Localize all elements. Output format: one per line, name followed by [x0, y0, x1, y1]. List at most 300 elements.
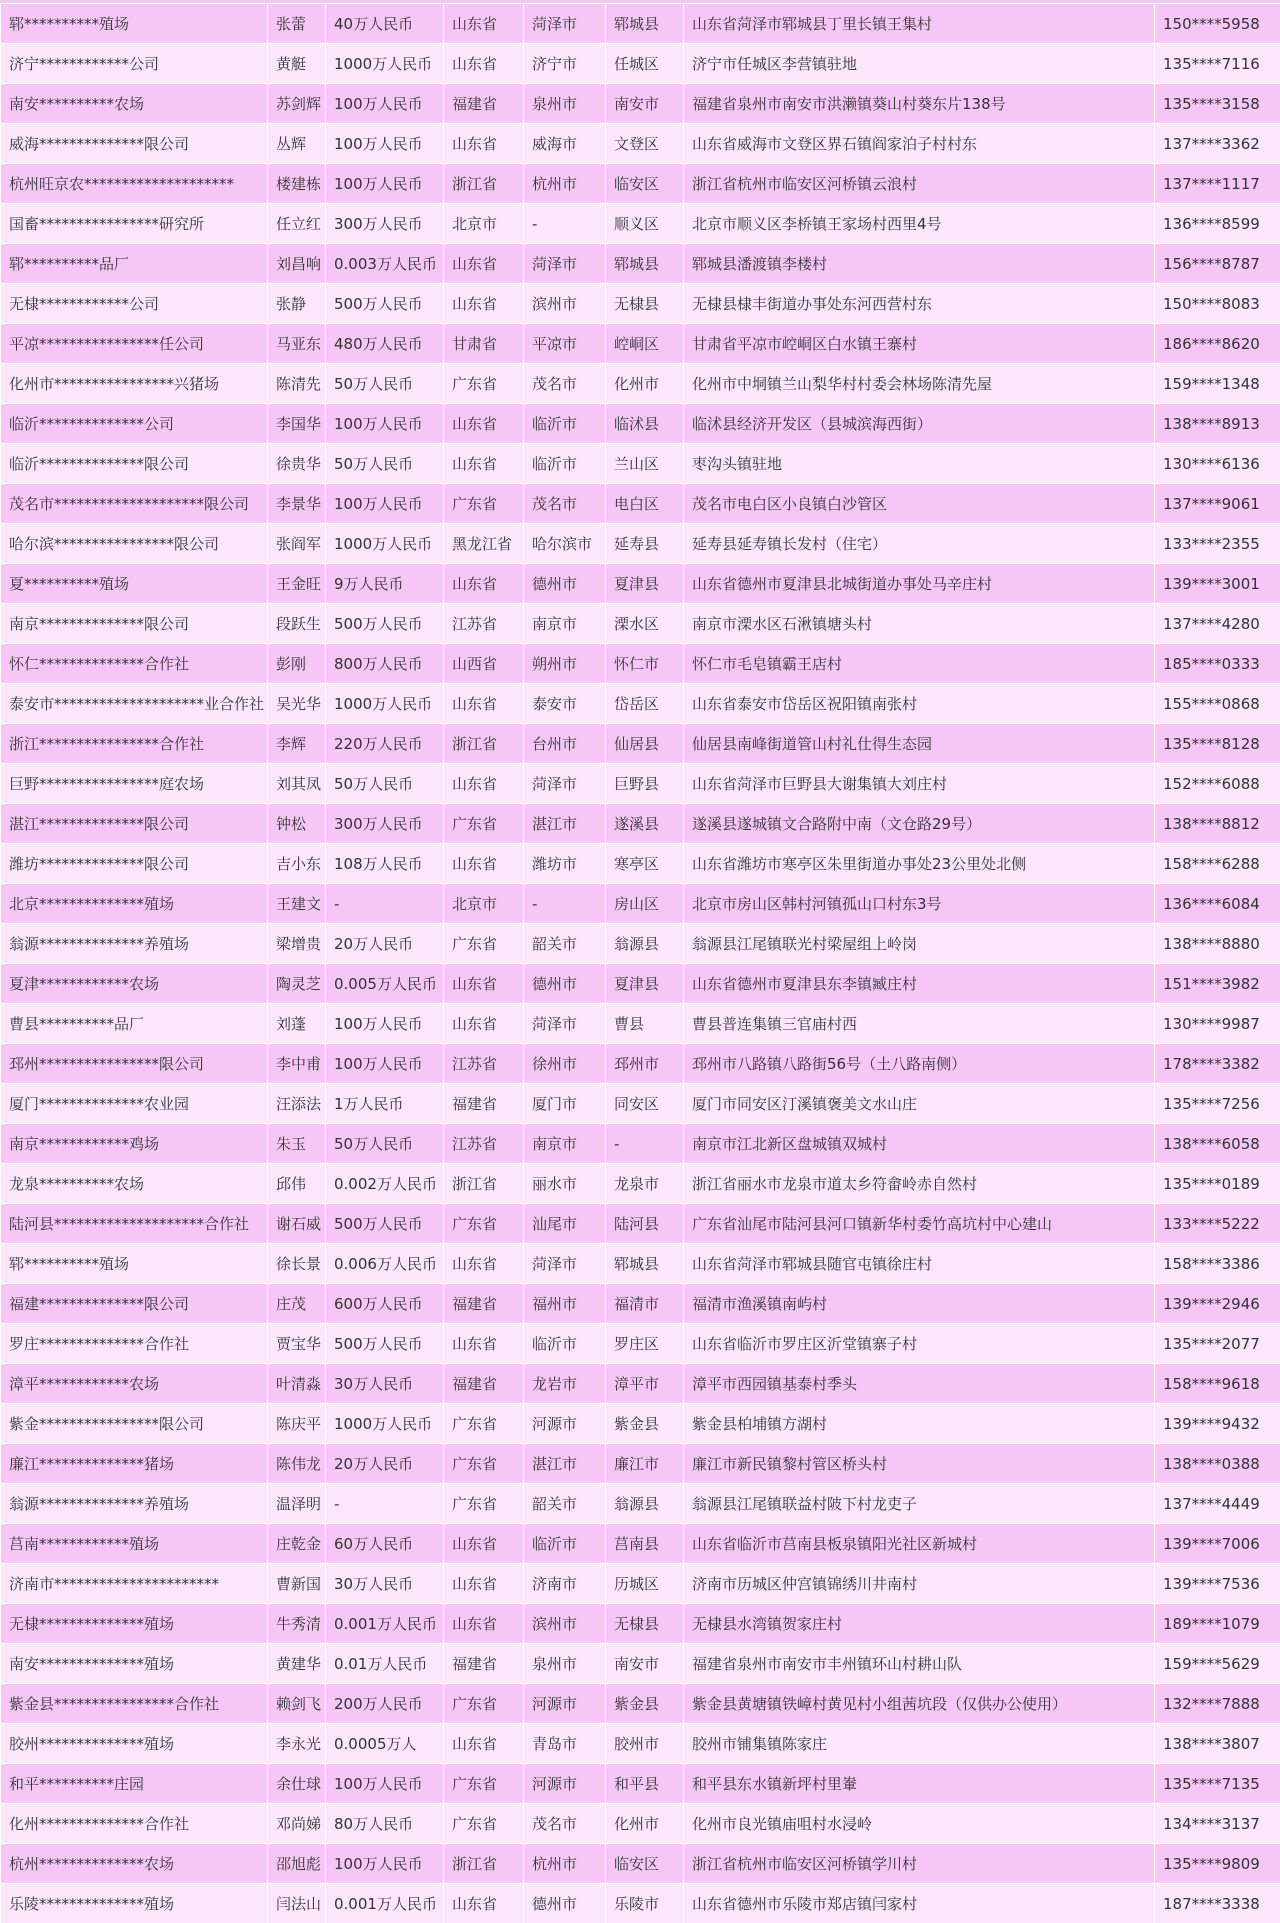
- district-cell: 龙泉市: [606, 1164, 684, 1204]
- phone-cell: 139****3001: [1155, 564, 1280, 604]
- table-row: [1, 764, 1280, 804]
- registered-capital-cell: 9万人民币: [326, 564, 444, 604]
- registered-capital-cell: 600万人民币: [326, 1284, 444, 1324]
- province-cell: 广东省: [444, 1444, 524, 1484]
- province-cell: 福建省: [444, 1644, 524, 1684]
- address-cell: 山东省临沂市莒南县板泉镇阳光社区新城村: [684, 1524, 1155, 1564]
- district-cell: 房山区: [606, 884, 684, 924]
- province-cell: 山东省: [444, 1324, 524, 1364]
- district-cell: 文登区: [606, 124, 684, 164]
- table-row: [1, 1644, 1280, 1684]
- phone-cell: 159****5629: [1155, 1644, 1280, 1684]
- address-cell: 化州市良光镇庙咀村水浸岭: [684, 1804, 1155, 1844]
- address-cell: 山东省德州市夏津县北城街道办事处马辛庄村: [684, 564, 1155, 604]
- phone-cell: 187****3338: [1155, 1884, 1280, 1923]
- address-cell: 济宁市任城区李营镇驻地: [684, 44, 1155, 84]
- city-cell: 福州市: [524, 1284, 606, 1324]
- district-cell: 顺义区: [606, 204, 684, 244]
- district-cell: 临安区: [606, 1844, 684, 1884]
- phone-cell: 158****9618: [1155, 1364, 1280, 1404]
- province-cell: 山东省: [444, 44, 524, 84]
- table-row: [1, 1604, 1280, 1644]
- legal-rep-cell: 赖剑飞: [268, 1684, 326, 1724]
- table-row: [1, 1484, 1280, 1524]
- table-row: [1, 924, 1280, 964]
- city-cell: 茂名市: [524, 484, 606, 524]
- city-cell: 泉州市: [524, 1644, 606, 1684]
- registered-capital-cell: 1000万人民币: [326, 1404, 444, 1444]
- registered-capital-cell: 100万人民币: [326, 1004, 444, 1044]
- city-cell: 济南市: [524, 1564, 606, 1604]
- phone-cell: 138****6058: [1155, 1124, 1280, 1164]
- company-name-cell: 郓**********殖场: [1, 4, 268, 44]
- phone-cell: 138****0388: [1155, 1444, 1280, 1484]
- district-cell: 曹县: [606, 1004, 684, 1044]
- registered-capital-cell: 30万人民币: [326, 1564, 444, 1604]
- city-cell: 韶关市: [524, 1484, 606, 1524]
- phone-cell: 138****8913: [1155, 404, 1280, 444]
- district-cell: 罗庄区: [606, 1324, 684, 1364]
- address-cell: 曹县普连集镇三官庙村西: [684, 1004, 1155, 1044]
- city-cell: 河源市: [524, 1404, 606, 1444]
- address-cell: 山东省威海市文登区界石镇阎家泊子村村东: [684, 124, 1155, 164]
- phone-cell: 155****0868: [1155, 684, 1280, 724]
- table-row: [1, 324, 1280, 364]
- table-row: [1, 964, 1280, 1004]
- company-name-cell: 北京**************殖场: [1, 884, 268, 924]
- registered-capital-cell: 100万人民币: [326, 404, 444, 444]
- company-name-cell: 翁源**************养殖场: [1, 924, 268, 964]
- phone-cell: 133****5222: [1155, 1204, 1280, 1244]
- city-cell: 汕尾市: [524, 1204, 606, 1244]
- province-cell: 山东省: [444, 4, 524, 44]
- company-name-cell: 胶州**************殖场: [1, 1724, 268, 1764]
- legal-rep-cell: 谢石威: [268, 1204, 326, 1244]
- address-cell: 山东省潍坊市寒亭区朱里街道办事处23公里处北侧: [684, 844, 1155, 884]
- district-cell: 郓城县: [606, 244, 684, 284]
- city-cell: 湛江市: [524, 804, 606, 844]
- address-cell: 和平县东水镇新坪村里輋: [684, 1764, 1155, 1804]
- province-cell: 黑龙江省: [444, 524, 524, 564]
- legal-rep-cell: 邵旭彪: [268, 1844, 326, 1884]
- registered-capital-cell: 500万人民币: [326, 1324, 444, 1364]
- registered-capital-cell: 300万人民币: [326, 204, 444, 244]
- registered-capital-cell: 220万人民币: [326, 724, 444, 764]
- registered-capital-cell: 50万人民币: [326, 444, 444, 484]
- table-row: [1, 484, 1280, 524]
- table-row: [1, 1044, 1280, 1084]
- phone-cell: 189****1079: [1155, 1604, 1280, 1644]
- company-name-cell: 无棣************公司: [1, 284, 268, 324]
- province-cell: 山东省: [444, 444, 524, 484]
- address-cell: 无棣县水湾镇贺家庄村: [684, 1604, 1155, 1644]
- district-cell: 南安市: [606, 1644, 684, 1684]
- legal-rep-cell: 邓尚娣: [268, 1804, 326, 1844]
- address-cell: 邳州市八路镇八路街56号（土八路南侧）: [684, 1044, 1155, 1084]
- company-name-cell: 乐陵**************殖场: [1, 1884, 268, 1923]
- table-row: [1, 164, 1280, 204]
- company-name-cell: 无棣**************殖场: [1, 1604, 268, 1644]
- company-name-cell: 怀仁**************合作社: [1, 644, 268, 684]
- city-cell: 潍坊市: [524, 844, 606, 884]
- company-name-cell: 浙江****************合作社: [1, 724, 268, 764]
- address-cell: 南京市江北新区盘城镇双城村: [684, 1124, 1155, 1164]
- city-cell: 菏泽市: [524, 244, 606, 284]
- province-cell: 山东省: [444, 1884, 524, 1923]
- district-cell: 郓城县: [606, 1244, 684, 1284]
- province-cell: 浙江省: [444, 1164, 524, 1204]
- address-cell: 山东省德州市夏津县东李镇臧庄村: [684, 964, 1155, 1004]
- company-name-cell: 国畜****************研究所: [1, 204, 268, 244]
- city-cell: 茂名市: [524, 364, 606, 404]
- registered-capital-cell: 50万人民币: [326, 764, 444, 804]
- legal-rep-cell: 汪添法: [268, 1084, 326, 1124]
- registered-capital-cell: 100万人民币: [326, 1044, 444, 1084]
- phone-cell: 152****6088: [1155, 764, 1280, 804]
- company-table: [0, 3, 1280, 1923]
- city-cell: 韶关市: [524, 924, 606, 964]
- address-cell: 北京市顺义区李桥镇王家场村西里4号: [684, 204, 1155, 244]
- company-name-cell: 南安**************殖场: [1, 1644, 268, 1684]
- legal-rep-cell: 陶灵芝: [268, 964, 326, 1004]
- district-cell: 漳平市: [606, 1364, 684, 1404]
- registered-capital-cell: -: [326, 884, 444, 924]
- address-cell: 无棣县棣丰街道办事处东河西营村东: [684, 284, 1155, 324]
- province-cell: 北京市: [444, 884, 524, 924]
- phone-cell: 135****9809: [1155, 1844, 1280, 1884]
- legal-rep-cell: 王建文: [268, 884, 326, 924]
- address-cell: 山东省临沂市罗庄区沂堂镇寨子村: [684, 1324, 1155, 1364]
- province-cell: 福建省: [444, 1084, 524, 1124]
- province-cell: 广东省: [444, 1684, 524, 1724]
- legal-rep-cell: 楼建栋: [268, 164, 326, 204]
- company-name-cell: 漳平************农场: [1, 1364, 268, 1404]
- address-cell: 浙江省杭州市临安区河桥镇学川村: [684, 1844, 1155, 1884]
- phone-cell: 135****7116: [1155, 44, 1280, 84]
- company-name-cell: 杭州**************农场: [1, 1844, 268, 1884]
- city-cell: 朔州市: [524, 644, 606, 684]
- phone-cell: 158****6288: [1155, 844, 1280, 884]
- registered-capital-cell: 0.006万人民币: [326, 1244, 444, 1284]
- district-cell: 紫金县: [606, 1404, 684, 1444]
- address-cell: 茂名市电白区小良镇白沙管区: [684, 484, 1155, 524]
- province-cell: 山东省: [444, 764, 524, 804]
- table-row: [1, 284, 1280, 324]
- legal-rep-cell: 张蕾: [268, 4, 326, 44]
- legal-rep-cell: 王金旺: [268, 564, 326, 604]
- legal-rep-cell: 吉小东: [268, 844, 326, 884]
- city-cell: 滨州市: [524, 1604, 606, 1644]
- phone-cell: 136****8599: [1155, 204, 1280, 244]
- city-cell: 杭州市: [524, 164, 606, 204]
- company-name-cell: 南京************鸡场: [1, 1124, 268, 1164]
- district-cell: 福清市: [606, 1284, 684, 1324]
- legal-rep-cell: 丛辉: [268, 124, 326, 164]
- table-row: [1, 1524, 1280, 1564]
- province-cell: 广东省: [444, 924, 524, 964]
- registered-capital-cell: 0.005万人民币: [326, 964, 444, 1004]
- legal-rep-cell: 朱玉: [268, 1124, 326, 1164]
- district-cell: 无棣县: [606, 1604, 684, 1644]
- address-cell: 北京市房山区韩村河镇孤山口村东3号: [684, 884, 1155, 924]
- phone-cell: 158****3386: [1155, 1244, 1280, 1284]
- province-cell: 广东省: [444, 804, 524, 844]
- company-name-cell: 临沂**************限公司: [1, 444, 268, 484]
- legal-rep-cell: 苏剑辉: [268, 84, 326, 124]
- company-name-cell: 南京**************限公司: [1, 604, 268, 644]
- phone-cell: 138****8880: [1155, 924, 1280, 964]
- address-cell: 翁源县江尾镇联光村梁屋组上岭岗: [684, 924, 1155, 964]
- address-cell: 山东省泰安市岱岳区祝阳镇南张村: [684, 684, 1155, 724]
- province-cell: 山东省: [444, 1564, 524, 1604]
- registered-capital-cell: 20万人民币: [326, 924, 444, 964]
- province-cell: 福建省: [444, 84, 524, 124]
- legal-rep-cell: 任立红: [268, 204, 326, 244]
- phone-cell: 139****7536: [1155, 1564, 1280, 1604]
- table-row: [1, 4, 1280, 44]
- legal-rep-cell: 刘蓬: [268, 1004, 326, 1044]
- company-name-cell: 和平**********庄园: [1, 1764, 268, 1804]
- address-cell: 广东省汕尾市陆河县河口镇新华村委竹高坑村中心建山: [684, 1204, 1155, 1244]
- city-cell: 哈尔滨市: [524, 524, 606, 564]
- table-row: [1, 1724, 1280, 1764]
- table-row: [1, 684, 1280, 724]
- city-cell: -: [524, 884, 606, 924]
- registered-capital-cell: 0.003万人民币: [326, 244, 444, 284]
- legal-rep-cell: 庄茂: [268, 1284, 326, 1324]
- phone-cell: 137****4449: [1155, 1484, 1280, 1524]
- table-row: [1, 364, 1280, 404]
- district-cell: 同安区: [606, 1084, 684, 1124]
- company-name-cell: 福建**************限公司: [1, 1284, 268, 1324]
- address-cell: 山东省菏泽市郓城县丁里长镇王集村: [684, 4, 1155, 44]
- registered-capital-cell: 500万人民币: [326, 1204, 444, 1244]
- address-cell: 山东省菏泽市巨野县大谢集镇大刘庄村: [684, 764, 1155, 804]
- company-name-cell: 紫金****************限公司: [1, 1404, 268, 1444]
- phone-cell: 137****3362: [1155, 124, 1280, 164]
- company-name-cell: 化州市****************兴猪场: [1, 364, 268, 404]
- city-cell: 青岛市: [524, 1724, 606, 1764]
- company-name-cell: 威海**************限公司: [1, 124, 268, 164]
- city-cell: 台州市: [524, 724, 606, 764]
- registered-capital-cell: 50万人民币: [326, 1124, 444, 1164]
- city-cell: 湛江市: [524, 1444, 606, 1484]
- company-name-cell: 陆河县********************合作社: [1, 1204, 268, 1244]
- registered-capital-cell: 0.002万人民币: [326, 1164, 444, 1204]
- registered-capital-cell: 0.01万人民币: [326, 1644, 444, 1684]
- table-row: [1, 524, 1280, 564]
- city-cell: 菏泽市: [524, 4, 606, 44]
- table-body: [1, 4, 1280, 1923]
- registered-capital-cell: 50万人民币: [326, 364, 444, 404]
- address-cell: 郓城县潘渡镇李楼村: [684, 244, 1155, 284]
- legal-rep-cell: 陈庆平: [268, 1404, 326, 1444]
- city-cell: 泉州市: [524, 84, 606, 124]
- province-cell: 山东省: [444, 1524, 524, 1564]
- legal-rep-cell: 李永光: [268, 1724, 326, 1764]
- company-name-cell: 杭州旺京农********************: [1, 164, 268, 204]
- phone-cell: 135****3158: [1155, 84, 1280, 124]
- company-name-cell: 茂名市********************限公司: [1, 484, 268, 524]
- city-cell: 临沂市: [524, 1324, 606, 1364]
- phone-cell: 186****8620: [1155, 324, 1280, 364]
- city-cell: 丽水市: [524, 1164, 606, 1204]
- registered-capital-cell: 30万人民币: [326, 1364, 444, 1404]
- district-cell: 胶州市: [606, 1724, 684, 1764]
- city-cell: 菏泽市: [524, 1004, 606, 1044]
- province-cell: 山东省: [444, 124, 524, 164]
- legal-rep-cell: 徐长景: [268, 1244, 326, 1284]
- district-cell: 崆峒区: [606, 324, 684, 364]
- district-cell: 历城区: [606, 1564, 684, 1604]
- province-cell: 福建省: [444, 1284, 524, 1324]
- province-cell: 山东省: [444, 964, 524, 1004]
- legal-rep-cell: 贾宝华: [268, 1324, 326, 1364]
- province-cell: 山东省: [444, 1604, 524, 1644]
- phone-cell: 137****9061: [1155, 484, 1280, 524]
- legal-rep-cell: 徐贵华: [268, 444, 326, 484]
- city-cell: 河源市: [524, 1684, 606, 1724]
- city-cell: 临沂市: [524, 404, 606, 444]
- phone-cell: 137****1117: [1155, 164, 1280, 204]
- province-cell: 浙江省: [444, 1844, 524, 1884]
- city-cell: 龙岩市: [524, 1364, 606, 1404]
- company-name-cell: 夏**********殖场: [1, 564, 268, 604]
- address-cell: 延寿县延寿镇长发村（住宅）: [684, 524, 1155, 564]
- table-row: [1, 204, 1280, 244]
- district-cell: 临安区: [606, 164, 684, 204]
- province-cell: 浙江省: [444, 164, 524, 204]
- legal-rep-cell: 曹新国: [268, 1564, 326, 1604]
- province-cell: 江苏省: [444, 604, 524, 644]
- legal-rep-cell: 钟松: [268, 804, 326, 844]
- address-cell: 浙江省丽水市龙泉市道太乡符畲岭赤自然村: [684, 1164, 1155, 1204]
- company-name-cell: 泰安市********************业合作社: [1, 684, 268, 724]
- registered-capital-cell: 300万人民币: [326, 804, 444, 844]
- table-row: [1, 1684, 1280, 1724]
- province-cell: 山东省: [444, 404, 524, 444]
- district-cell: 夏津县: [606, 964, 684, 1004]
- city-cell: 河源市: [524, 1764, 606, 1804]
- table-row: [1, 724, 1280, 764]
- phone-cell: 178****3382: [1155, 1044, 1280, 1084]
- district-cell: 化州市: [606, 1804, 684, 1844]
- phone-cell: 130****6136: [1155, 444, 1280, 484]
- legal-rep-cell: 马亚东: [268, 324, 326, 364]
- registered-capital-cell: 40万人民币: [326, 4, 444, 44]
- district-cell: 郓城县: [606, 4, 684, 44]
- company-name-cell: 济宁************公司: [1, 44, 268, 84]
- district-cell: 巨野县: [606, 764, 684, 804]
- city-cell: 临沂市: [524, 444, 606, 484]
- district-cell: 延寿县: [606, 524, 684, 564]
- phone-cell: 133****2355: [1155, 524, 1280, 564]
- legal-rep-cell: 李辉: [268, 724, 326, 764]
- phone-cell: 151****3982: [1155, 964, 1280, 1004]
- address-cell: 浙江省杭州市临安区河桥镇云浪村: [684, 164, 1155, 204]
- address-cell: 化州市中垌镇兰山梨华村村委会林场陈清先屋: [684, 364, 1155, 404]
- registered-capital-cell: 100万人民币: [326, 484, 444, 524]
- legal-rep-cell: 段跃生: [268, 604, 326, 644]
- registered-capital-cell: 100万人民币: [326, 124, 444, 164]
- registered-capital-cell: 0.0005万人: [326, 1724, 444, 1764]
- table-row: [1, 644, 1280, 684]
- table-row: [1, 1084, 1280, 1124]
- company-name-cell: 厦门**************农业园: [1, 1084, 268, 1124]
- table-row: [1, 1244, 1280, 1284]
- address-cell: 仙居县南峰街道管山村礼仕得生态园: [684, 724, 1155, 764]
- address-cell: 枣沟头镇驻地: [684, 444, 1155, 484]
- province-cell: 广东省: [444, 484, 524, 524]
- district-cell: 夏津县: [606, 564, 684, 604]
- province-cell: 山东省: [444, 684, 524, 724]
- city-cell: 德州市: [524, 564, 606, 604]
- address-cell: 甘肃省平凉市崆峒区白水镇王寨村: [684, 324, 1155, 364]
- company-name-cell: 罗庄**************合作社: [1, 1324, 268, 1364]
- district-cell: 莒南县: [606, 1524, 684, 1564]
- company-name-cell: 巨野****************庭农场: [1, 764, 268, 804]
- table-row: [1, 1764, 1280, 1804]
- legal-rep-cell: 刘其凤: [268, 764, 326, 804]
- address-cell: 怀仁市毛皂镇霸王店村: [684, 644, 1155, 684]
- phone-cell: 150****5958: [1155, 4, 1280, 44]
- legal-rep-cell: 刘昌响: [268, 244, 326, 284]
- legal-rep-cell: 余仕球: [268, 1764, 326, 1804]
- province-cell: 广东省: [444, 1484, 524, 1524]
- registered-capital-cell: 1000万人民币: [326, 524, 444, 564]
- registered-capital-cell: 500万人民币: [326, 604, 444, 644]
- legal-rep-cell: 邱伟: [268, 1164, 326, 1204]
- table-row: [1, 44, 1280, 84]
- table-row: [1, 804, 1280, 844]
- phone-cell: 150****8083: [1155, 284, 1280, 324]
- province-cell: 山东省: [444, 1004, 524, 1044]
- registered-capital-cell: 1万人民币: [326, 1084, 444, 1124]
- phone-cell: 156****8787: [1155, 244, 1280, 284]
- province-cell: 山东省: [444, 1724, 524, 1764]
- company-name-cell: 紫金县****************合作社: [1, 1684, 268, 1724]
- table-row: [1, 1364, 1280, 1404]
- phone-cell: 159****1348: [1155, 364, 1280, 404]
- table-row: [1, 564, 1280, 604]
- district-cell: 南安市: [606, 84, 684, 124]
- province-cell: 浙江省: [444, 724, 524, 764]
- legal-rep-cell: 李中甫: [268, 1044, 326, 1084]
- table-row: [1, 124, 1280, 164]
- registered-capital-cell: 1000万人民币: [326, 44, 444, 84]
- address-cell: 紫金县柏埔镇方湖村: [684, 1404, 1155, 1444]
- province-cell: 北京市: [444, 204, 524, 244]
- address-cell: 济南市历城区仲宫镇锦绣川井南村: [684, 1564, 1155, 1604]
- district-cell: 和平县: [606, 1764, 684, 1804]
- province-cell: 广东省: [444, 1404, 524, 1444]
- address-cell: 廉江市新民镇黎村管区桥头村: [684, 1444, 1155, 1484]
- table-row: [1, 1004, 1280, 1044]
- phone-cell: 134****3137: [1155, 1804, 1280, 1844]
- legal-rep-cell: 李国华: [268, 404, 326, 444]
- company-name-cell: 潍坊**************限公司: [1, 844, 268, 884]
- registered-capital-cell: 0.001万人民币: [326, 1884, 444, 1923]
- province-cell: 福建省: [444, 1364, 524, 1404]
- company-name-cell: 龙泉**********农场: [1, 1164, 268, 1204]
- address-cell: 厦门市同安区汀溪镇褒美文水山庄: [684, 1084, 1155, 1124]
- company-name-cell: 夏津************农场: [1, 964, 268, 1004]
- table-row: [1, 84, 1280, 124]
- table-row: [1, 1404, 1280, 1444]
- table-row: [1, 1124, 1280, 1164]
- province-cell: 江苏省: [444, 1044, 524, 1084]
- table-row: [1, 1324, 1280, 1364]
